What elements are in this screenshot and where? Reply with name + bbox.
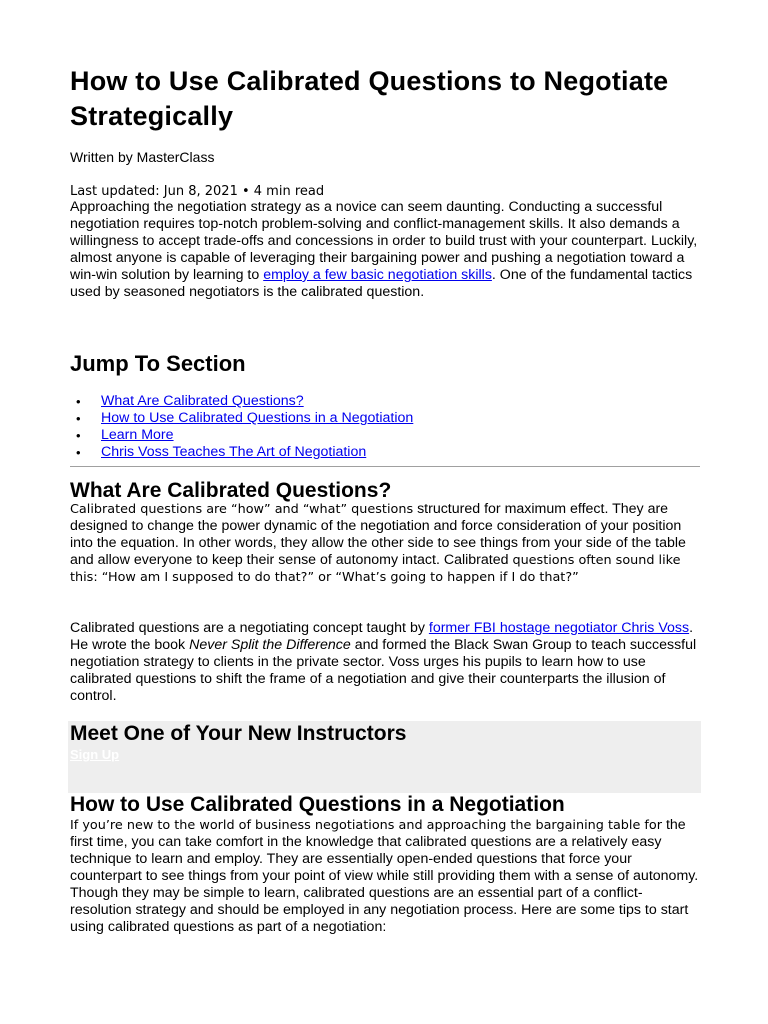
section2-paragraph-1 (70, 817, 700, 936)
toc-item (101, 410, 413, 427)
section-title-what-are: What Are Calibrated Questions? (70, 479, 392, 502)
last-updated: Last updated: Jun 8, 2021 • 4 min read (70, 184, 325, 199)
intro-text-before: Approaching the negotiation strategy as a novice can seem daunting. Conducting a successful negotiation requires top-notch problem-solving and conflict-management skills. It also demands a willingness to accept trade-offs and concessions in order to build trust with your counterpart. Luckily, almost anyone is capable of leveraging their bargaining power and pushing a negotiation toward a win-win solution by learning to (70, 199, 698, 283)
section-divider (70, 466, 700, 467)
toc-item (101, 393, 413, 410)
section1-p1-start: Calibrated questions are “how” and “what” questions (70, 502, 414, 517)
employ-negotiation-skills-link[interactable]: employ a few basic negotiation skills (263, 267, 492, 283)
section1-p2-mid: . He wrote the book (70, 620, 694, 653)
byline: Written by MasterClass (70, 149, 215, 165)
promo-title: Meet One of Your New Instructors (70, 722, 407, 745)
chris-voss-link[interactable]: former FBI hostage negotiator Chris Voss (428, 620, 690, 636)
table-of-contents (70, 393, 413, 461)
toc-link-chris-voss[interactable]: Chris Voss Teaches The Art of Negotiation (101, 444, 367, 460)
toc-link-what-are-calibrated-questions[interactable]: What Are Calibrated Questions? (101, 393, 304, 409)
toc-item (101, 427, 413, 444)
section1-p1-middle: structured for maximum effect. They are designed to change the power dynamic of the negotiation and force consideration of your position into the equation. In other words, they allow the other side to see things from your side of the table and allow everyone to keep their sense of autonomy intact. Calibrated (70, 501, 686, 568)
intro-text-after: . One of the fundamental tactics used by seasoned negotiators is the calibrated question. (70, 267, 693, 300)
toc-item (101, 444, 413, 461)
section-title-how-to-use: How to Use Calibrated Questions in a Negotiation (70, 793, 565, 816)
toc-link-how-to-use[interactable]: How to Use Calibrated Questions in a Negotiation (101, 410, 414, 426)
section1-p1-end: questions often sound like this: “How am I supposed to do that?” or “What’s going to happen if I do that?” (70, 553, 681, 585)
toc-link-learn-more[interactable]: Learn More (101, 427, 174, 443)
section2-p1-rest: the first time, you can take comfort in the knowledge that calibrated questions are a relatively easy technique to learn and employ. They are essentially open-ended questions that force your counterpart to see things from your point of view while still providing them with a sense of autonomy. Though they may be simple to learn, calibrated questions are an essential part of a conflict-resolution strategy and should be employed in any negotiation process. Here are some tips to start using calibrated questions as part of a negotiation: (70, 817, 699, 935)
intro-paragraph (70, 199, 700, 301)
sign-up-link[interactable]: Sign Up (70, 747, 120, 762)
section2-p1-start: If you’re new to the world of business negotiations and approaching the bargaining table for (70, 818, 663, 833)
page-title: How to Use Calibrated Questions to Negotiate Strategically (70, 66, 669, 131)
jump-to-section-heading: Jump To Section (70, 351, 246, 376)
section1-p2-before: Calibrated questions are a negotiating concept taught by (70, 620, 429, 636)
instructor-promo-box (68, 721, 701, 793)
section1-p2-after: and formed the Black Swan Group to teach successful negotiation strategy to clients in the private sector. Voss urges his pupils to learn how to use calibrated questions to shift the frame of a negotiation and give their counterparts the illusion of control. (70, 637, 697, 704)
section1-paragraph-2 (70, 620, 700, 705)
book-title: Never Split the Difference (189, 637, 351, 653)
section1-paragraph-1 (70, 501, 700, 586)
